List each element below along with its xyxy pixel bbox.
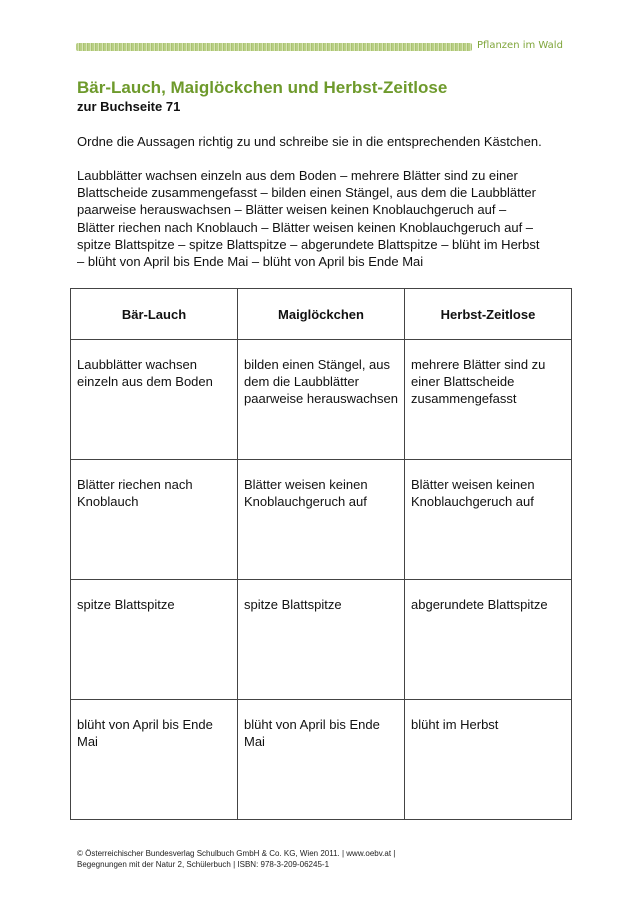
header-decorative-band bbox=[76, 43, 472, 51]
cell-text: spitze Blattspitze bbox=[244, 597, 342, 612]
table-cell bbox=[405, 460, 572, 580]
cell-text: Laubblätter wachsen einzeln aus dem Boden bbox=[77, 357, 213, 389]
cell-text: Blätter weisen keinen Knoblauchgeruch auf bbox=[244, 477, 368, 509]
table-cell bbox=[405, 340, 572, 460]
task-instruction: Ordne die Aussagen richtig zu und schreibe sie in die entsprechenden Kästchen. bbox=[77, 134, 542, 149]
cell-text: Blätter weisen keinen Knoblauchgeruch auf bbox=[411, 477, 535, 509]
table-header-row bbox=[71, 289, 572, 340]
table-row bbox=[71, 580, 572, 700]
cell-text: bilden einen Stängel, aus dem die Laubblätter paarweise herauswachsen bbox=[244, 357, 398, 406]
column-header-maigloeckchen: Maiglöckchen bbox=[238, 289, 405, 340]
table-row bbox=[71, 340, 572, 460]
table-row bbox=[71, 460, 572, 580]
table-cell bbox=[71, 700, 238, 820]
table-cell bbox=[238, 460, 405, 580]
table-cell bbox=[71, 460, 238, 580]
footer-isbn: Begegnungen mit der Natur 2, Schülerbuch | ISBN: 978-3-209-06245-1 bbox=[77, 860, 330, 869]
footer-copyright: © Österreichischer Bundesverlag Schulbuch GmbH & Co. KG, Wien 2011. | www.oebv.at | bbox=[77, 849, 396, 858]
cell-text: blüht im Herbst bbox=[411, 717, 499, 732]
table-cell bbox=[405, 700, 572, 820]
page-subtitle: zur Buchseite 71 bbox=[77, 99, 181, 114]
cell-text: spitze Blattspitze bbox=[77, 597, 175, 612]
cell-text: Blätter riechen nach Knoblauch bbox=[77, 477, 193, 509]
cell-text: abgerundete Blattspitze bbox=[411, 597, 548, 612]
series-name: Pflanzen im Wald bbox=[477, 40, 563, 51]
cell-text: blüht von April bis Ende Mai bbox=[77, 717, 213, 749]
table-cell bbox=[238, 340, 405, 460]
table-row bbox=[71, 700, 572, 820]
cell-text: mehrere Blätter sind zu einer Blattscheide zusammengefasst bbox=[411, 357, 546, 406]
assignment-table bbox=[70, 288, 572, 820]
table-cell bbox=[71, 340, 238, 460]
column-header-herbstzeitlose: Herbst-Zeitlose bbox=[405, 289, 572, 340]
cell-text: blüht von April bis Ende Mai bbox=[244, 717, 380, 749]
footer bbox=[77, 848, 395, 870]
statement-list: Laubblätter wachsen einzeln aus dem Boden – mehrere Blätter sind zu einer Blattscheide zusammengefasst – bilden einen Stängel, aus dem die Laubblätter paarweise herauswachsen – Blätter weisen keinen Knoblauchgeruch auf – Blätter riechen nach Knoblauch – Blätter weisen keinen Knoblauchgeruch auf – spitze Blattspitze – spitze Blattspitze – abgerundete Blattspitze – blüht im Herbst – blüht von April bis Ende Mai – blüht von April bis Ende Mai bbox=[77, 168, 540, 270]
page-title: Bär-Lauch, Maiglöckchen und Herbst-Zeitlose bbox=[77, 78, 448, 97]
table-cell bbox=[405, 580, 572, 700]
column-header-baerlauch: Bär-Lauch bbox=[71, 289, 238, 340]
table-cell bbox=[238, 580, 405, 700]
table-cell bbox=[71, 580, 238, 700]
table-cell bbox=[238, 700, 405, 820]
